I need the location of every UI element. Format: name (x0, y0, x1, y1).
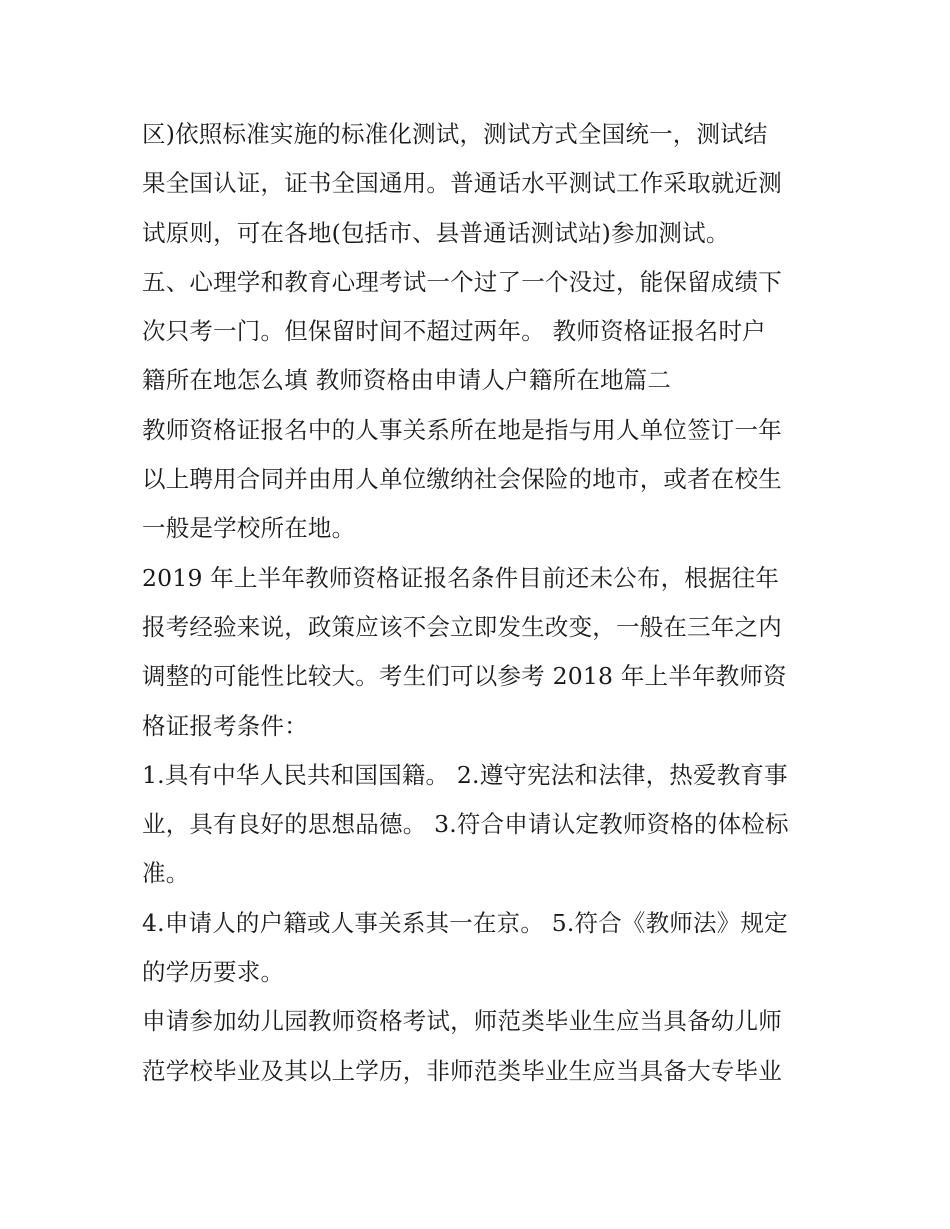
text-line: 教师资格证报名中的人事关系所在地是指与用人单位签订一年 (142, 415, 782, 444)
document-body (142, 110, 822, 1096)
text-line: 区)依照标准实施的标准化测试，测试方式全国统一，测试结 (142, 120, 768, 148)
text-line: 果全国认证，证书全国通用。普通话水平测试工作采取就近测 (142, 169, 782, 198)
text-line: 籍所在地怎么填 教师资格由申请人户籍所在地篇二 (142, 366, 672, 395)
text-line: 准。 (142, 859, 190, 888)
text-line: 范学校毕业及其以上学历，非师范类毕业生应当具备大专毕业 (142, 1056, 782, 1085)
text-line: 2019 年上半年教师资格证报名条件目前还未公布，根据往年 (142, 563, 780, 592)
text-line: 4.申请人的户籍或人事关系其一在京。 5.符合《教师法》规定 (142, 908, 788, 937)
text-line: 五、心理学和教育心理考试一个过了一个没过，能保留成绩下 (142, 267, 782, 296)
text-line: 格证报考条件： (142, 711, 308, 740)
text-line: 以上聘用合同并由用人单位缴纳社会保险的地市，或者在校生 (142, 465, 782, 494)
text-line: 报考经验来说，政策应该不会立即发生改变，一般在三年之内 (142, 612, 782, 641)
text-line: 业，具有良好的思想品德。 3.符合申请认定教师资格的体检标 (142, 810, 789, 839)
text-line: 1.具有中华人民共和国国籍。 2.遵守宪法和法律，热爱教育事 (142, 760, 788, 789)
text-line: 申请参加幼儿园教师资格考试，师范类毕业生应当具备幼儿师 (142, 1007, 782, 1036)
text-line: 一般是学校所在地。 (142, 514, 356, 543)
text-line: 次只考一门。但保留时间不超过两年。 教师资格证报名时户 (142, 317, 766, 346)
text-line: 调整的可能性比较大。考生们可以参考 2018 年上半年教师资 (142, 662, 787, 691)
text-line: 试原则，可在各地(包括市、县普通话测试站)参加测试。 (142, 218, 730, 247)
text-line: 的学历要求。 (142, 958, 285, 987)
